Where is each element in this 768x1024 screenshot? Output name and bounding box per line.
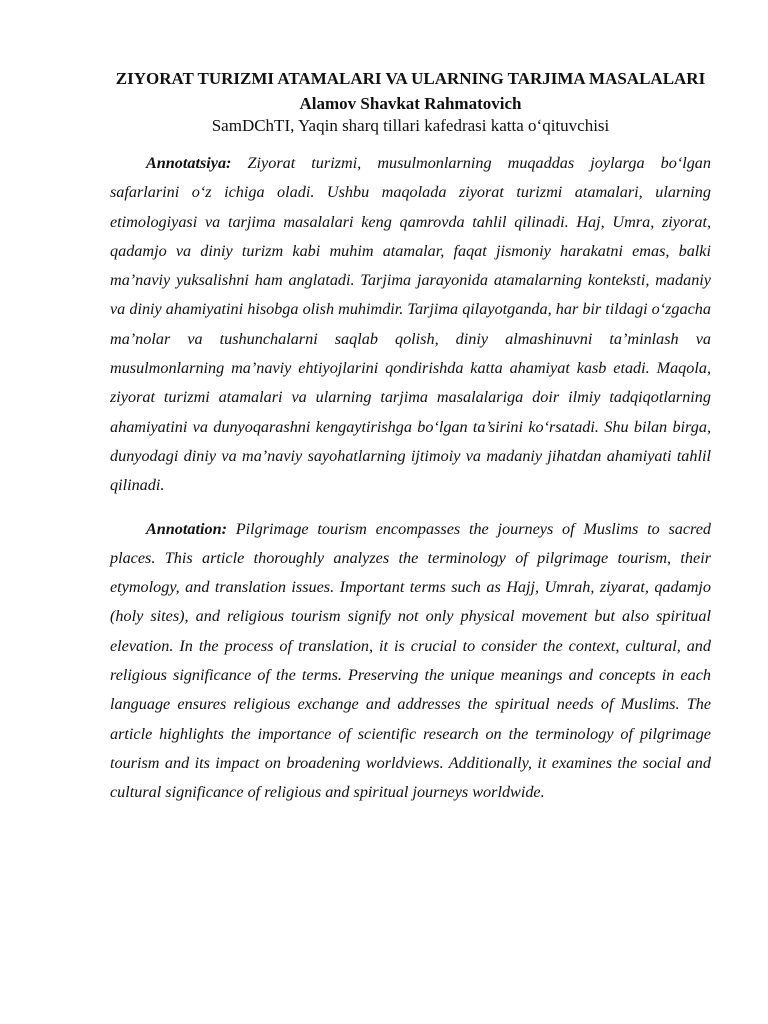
abstract-english-text: Pilgrimage tourism encompasses the journeys of Muslims to sacred places. This article thoroughly analyzes the terminology of pilgrimage tourism, their etymology, and translation issues. Important terms such as Hajj, Umrah, ziyarat, qadamjo (holy sites), and religious tourism signify not only physical movement but also spiritual elevation. In the process of translation, it is crucial to consider the context, cultural, and religious significance of the terms. Preserving the unique meanings and concepts in each language ensures religious exchange and addresses the spiritual needs of Muslims. The article highlights the importance of scientific research on the terminology of pilgrimage tourism and its impact on broadening worldviews. Additionally, it examines the social and cultural significance of religious and spiritual journeys worldwide. [110, 519, 712, 802]
abstract-uzbek-text: Ziyorat turizmi, musulmonlarning muqaddas joylarga bo‘lgan safarlarini o‘z ichiga oladi. Ushbu maqolada ziyorat turizmi atamalari, ularning etimologiyasi va tarjima masalalari keng qamrovda tahlil qilinadi. Haj, Umra, ziyorat, qadamjo va diniy turizm kabi muhim atamalar, faqat jismoniy harakatni emas, balki ma’naviy yuksalishni ham anglatadi. Tarjima jarayonida atamalarning konteksti, madaniy va diniy ahamiyatini hisobga olish muhimdir. Tarjima qilayotganda, har bir tildagi o‘zgacha ma’nolar va tushunchalarni saqlab qolish, diniy almashinuvni ta’minlash va musulmonlarning ma’naviy ehtiyojlarini qondirishda katta ahamiyat kasb etadi. Maqola, ziyorat turizmi atamalari va ularning tarjima masalalariga doir ilmiy tadqiqotlarning ahamiyatini va dunyoqarashni kengaytirishga bo‘lgan ta’sirini ko‘rsatadi. Shu bilan birga, dunyodagi diniy va ma’naviy sayohatlarning ijtimoiy va madaniy jihatdan ahamiyati tahlil qilinadi. [110, 154, 711, 495]
abstract-uzbek [110, 149, 711, 501]
abstract-english-label: Annotation: [146, 519, 227, 538]
abstract-english [110, 515, 711, 808]
author-affiliation: SamDChTI, Yaqin sharq tillari kafedrasi katta o‘qituvchisi [211, 116, 610, 135]
paper-title: ZIYORAT TURIZMI ATAMALARI VA ULARNING TARJIMA MASALALARI [115, 69, 706, 88]
abstract-uzbek-label: Annotatsiya: [146, 154, 232, 172]
author-name: Alamov Shavkat Rahmatovich [299, 94, 522, 113]
